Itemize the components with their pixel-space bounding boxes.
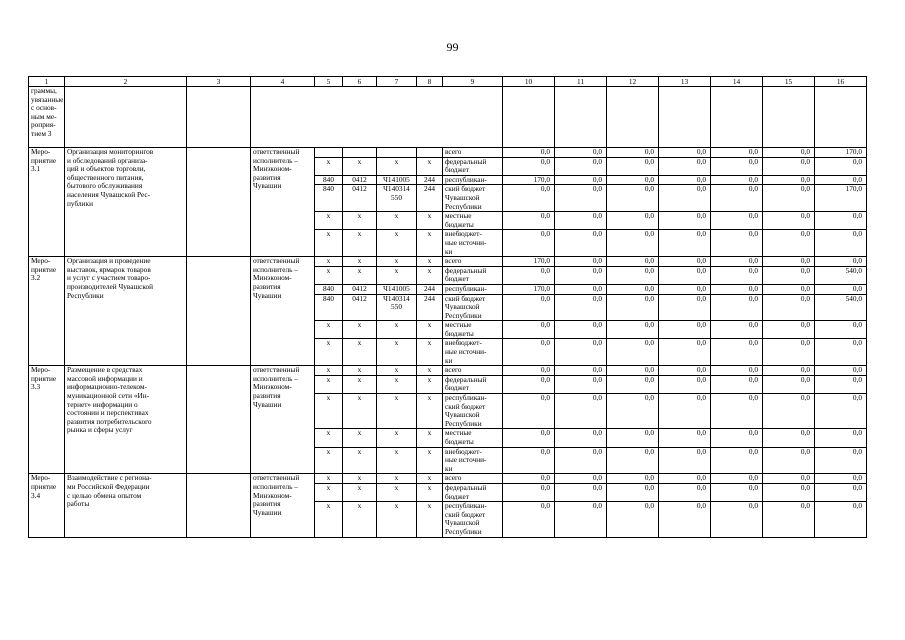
budget-code-cell: 244	[417, 185, 443, 212]
amount-cell: 0,0	[607, 366, 659, 376]
amount-cell: 0,0	[711, 502, 763, 537]
amount-cell: 0,0	[503, 148, 555, 158]
budget-code-cell: 244	[417, 294, 443, 321]
table-row	[29, 148, 867, 158]
table-row	[29, 257, 867, 267]
budget-code-cell: x	[343, 447, 377, 474]
column-number-cell: 7	[377, 77, 417, 87]
budget-code-cell: x	[343, 339, 377, 366]
amount-cell: 0,0	[555, 339, 607, 366]
continuation-label: граммы, увязанные с основ- ным ме- роприя- тием 3	[29, 87, 65, 148]
budget-code-cell: x	[417, 230, 443, 257]
measure-name: Взаимодействие с регионa- ми Российской Федерации с целью обмена опытом работы	[65, 474, 187, 537]
budget-code-cell: x	[417, 257, 443, 267]
amount-cell: 0,0	[815, 502, 867, 537]
amount-cell: 0,0	[659, 429, 711, 447]
amount-cell: 0,0	[711, 257, 763, 267]
executor-cell: ответственный исполнитель – Минэконом- развития Чувашии	[251, 257, 315, 366]
funding-source-cell: местные бюджеты	[443, 212, 503, 230]
amount-cell: 0,0	[607, 175, 659, 185]
budget-code-cell: x	[343, 321, 377, 339]
empty-cell	[187, 366, 251, 474]
budget-code-cell	[377, 148, 417, 158]
amount-cell: 170,0	[815, 148, 867, 158]
amount-cell: 0,0	[763, 294, 815, 321]
amount-cell: 0,0	[815, 429, 867, 447]
amount-cell: 0,0	[711, 294, 763, 321]
amount-cell: 170,0	[815, 185, 867, 212]
empty-cell	[659, 87, 711, 148]
measure-name: Размещение в средствах массовой информации и информационно-телеком- муникационной сети «Ин- тернет» информации о состоянии и перспективах развития потребительского рынка и сферы услуг	[65, 366, 187, 474]
page-number: 99	[446, 40, 459, 54]
column-number-cell: 3	[187, 77, 251, 87]
budget-code-cell: x	[417, 375, 443, 393]
amount-cell: 0,0	[607, 339, 659, 366]
budget-code-cell: 0412	[343, 284, 377, 294]
budget-code-cell: x	[343, 366, 377, 376]
amount-cell: 0,0	[815, 212, 867, 230]
budget-code-cell: x	[343, 502, 377, 537]
amount-cell: 0,0	[607, 266, 659, 284]
budget-code-cell: x	[377, 366, 417, 376]
budget-code-cell: x	[377, 447, 417, 474]
amount-cell: 540,0	[815, 266, 867, 284]
amount-cell: 0,0	[607, 294, 659, 321]
amount-cell: 0,0	[555, 230, 607, 257]
budget-code-cell: x	[377, 266, 417, 284]
amount-cell: 0,0	[711, 148, 763, 158]
budget-code-cell: x	[417, 321, 443, 339]
amount-cell: 0,0	[555, 212, 607, 230]
amount-cell: 0,0	[555, 394, 607, 429]
amount-cell: 0,0	[607, 148, 659, 158]
budget-code-cell: x	[343, 157, 377, 175]
amount-cell: 0,0	[763, 284, 815, 294]
amount-cell: 0,0	[503, 483, 555, 501]
column-number-cell: 12	[607, 77, 659, 87]
budget-code-cell: x	[377, 157, 417, 175]
amount-cell: 0,0	[711, 157, 763, 175]
amount-cell: 0,0	[503, 212, 555, 230]
amount-cell: 0,0	[659, 502, 711, 537]
measure-label: Меро- приятие 3.4	[29, 474, 65, 537]
budget-code-cell: x	[315, 321, 343, 339]
amount-cell: 0,0	[555, 175, 607, 185]
amount-cell: 0,0	[815, 321, 867, 339]
budget-code-cell: x	[315, 257, 343, 267]
budget-code-cell: 0412	[343, 175, 377, 185]
budget-code-cell: x	[315, 266, 343, 284]
budget-code-cell: x	[377, 394, 417, 429]
amount-cell: 0,0	[503, 294, 555, 321]
amount-cell: 0,0	[555, 257, 607, 267]
budget-code-cell: x	[343, 257, 377, 267]
budget-code-cell: 840	[315, 284, 343, 294]
amount-cell: 0,0	[607, 447, 659, 474]
funding-source-cell: ский бюджет Чувашской Республики	[443, 294, 503, 321]
amount-cell: 0,0	[503, 394, 555, 429]
funding-source-cell: федеральный бюджет	[443, 375, 503, 393]
amount-cell: 0,0	[815, 157, 867, 175]
amount-cell: 0,0	[659, 447, 711, 474]
budget-code-cell: 840	[315, 175, 343, 185]
amount-cell: 0,0	[763, 257, 815, 267]
amount-cell: 0,0	[607, 284, 659, 294]
amount-cell: 0,0	[763, 339, 815, 366]
amount-cell: 0,0	[607, 157, 659, 175]
empty-cell	[187, 148, 251, 257]
amount-cell: 0,0	[555, 294, 607, 321]
amount-cell: 0,0	[815, 284, 867, 294]
budget-code-cell: x	[417, 212, 443, 230]
funding-source-cell: всего	[443, 474, 503, 484]
amount-cell: 0,0	[555, 321, 607, 339]
amount-cell: 0,0	[503, 266, 555, 284]
amount-cell: 0,0	[711, 339, 763, 366]
column-number-row	[29, 77, 867, 87]
amount-cell: 0,0	[659, 212, 711, 230]
budget-code-cell: Ч141005	[377, 175, 417, 185]
amount-cell: 0,0	[763, 321, 815, 339]
amount-cell: 0,0	[815, 447, 867, 474]
amount-cell: 0,0	[659, 321, 711, 339]
amount-cell: 0,0	[763, 483, 815, 501]
amount-cell: 0,0	[555, 148, 607, 158]
funding-source-cell: федеральный бюджет	[443, 266, 503, 284]
budget-code-cell: 0412	[343, 185, 377, 212]
amount-cell: 0,0	[711, 375, 763, 393]
amount-cell: 0,0	[711, 266, 763, 284]
funding-source-cell: внебюджет- ные источни- ки	[443, 230, 503, 257]
funding-source-cell: местные бюджеты	[443, 429, 503, 447]
amount-cell: 0,0	[763, 230, 815, 257]
funding-source-cell: федеральный бюджет	[443, 157, 503, 175]
budget-code-cell: x	[417, 394, 443, 429]
measure-label: Меро- приятие 3.2	[29, 257, 65, 366]
amount-cell: 0,0	[763, 474, 815, 484]
column-number-cell: 6	[343, 77, 377, 87]
amount-cell: 0,0	[607, 375, 659, 393]
amount-cell: 0,0	[555, 502, 607, 537]
column-number-cell: 11	[555, 77, 607, 87]
funding-source-cell: всего	[443, 366, 503, 376]
column-number-cell: 15	[763, 77, 815, 87]
budget-code-cell: x	[417, 366, 443, 376]
funding-source-cell: местные бюджеты	[443, 321, 503, 339]
empty-cell	[187, 474, 251, 537]
amount-cell: 0,0	[659, 284, 711, 294]
budget-code-cell: x	[377, 502, 417, 537]
amount-cell: 0,0	[555, 429, 607, 447]
amount-cell: 0,0	[763, 375, 815, 393]
amount-cell: 0,0	[503, 230, 555, 257]
amount-cell: 0,0	[503, 502, 555, 537]
amount-cell: 0,0	[659, 175, 711, 185]
column-number-cell: 14	[711, 77, 763, 87]
amount-cell: 170,0	[503, 257, 555, 267]
budget-code-cell: x	[417, 502, 443, 537]
amount-cell: 0,0	[607, 483, 659, 501]
funding-source-cell: внебюджет- ные источни- ки	[443, 447, 503, 474]
amount-cell: 0,0	[659, 157, 711, 175]
amount-cell: 0,0	[659, 366, 711, 376]
budget-code-cell: x	[417, 483, 443, 501]
amount-cell: 0,0	[815, 175, 867, 185]
funding-source-cell: всего	[443, 257, 503, 267]
budget-code-cell: x	[377, 375, 417, 393]
amount-cell: 0,0	[763, 502, 815, 537]
budget-code-cell: x	[377, 339, 417, 366]
budget-code-cell: x	[417, 429, 443, 447]
empty-cell	[763, 87, 815, 148]
amount-cell: 0,0	[659, 294, 711, 321]
budget-code-cell: Ч140314 550	[377, 185, 417, 212]
budget-code-cell: 244	[417, 175, 443, 185]
amount-cell: 0,0	[503, 474, 555, 484]
amount-cell: 0,0	[659, 148, 711, 158]
amount-cell: 0,0	[555, 483, 607, 501]
amount-cell: 0,0	[503, 157, 555, 175]
funding-source-cell: республикан-	[443, 175, 503, 185]
budget-code-cell: x	[343, 230, 377, 257]
amount-cell: 0,0	[815, 394, 867, 429]
executor-cell: ответственный исполнитель – Минэконом- развития Чувашии	[251, 474, 315, 537]
budget-code-cell: x	[343, 429, 377, 447]
table-row	[29, 474, 867, 484]
amount-cell: 0,0	[555, 366, 607, 376]
amount-cell: 0,0	[763, 175, 815, 185]
empty-cell	[555, 87, 607, 148]
amount-cell: 0,0	[659, 185, 711, 212]
empty-cell	[251, 87, 503, 148]
amount-cell: 0,0	[607, 230, 659, 257]
budget-code-cell: x	[377, 257, 417, 267]
amount-cell: 0,0	[659, 474, 711, 484]
amount-cell: 0,0	[711, 175, 763, 185]
column-number-cell: 4	[251, 77, 315, 87]
amount-cell: 0,0	[711, 429, 763, 447]
budget-code-cell	[343, 148, 377, 158]
budget-code-cell: 0412	[343, 294, 377, 321]
amount-cell: 0,0	[607, 212, 659, 230]
amount-cell: 0,0	[659, 230, 711, 257]
amount-cell: 0,0	[607, 474, 659, 484]
amount-cell: 0,0	[659, 339, 711, 366]
budget-code-cell: x	[377, 321, 417, 339]
amount-cell: 0,0	[555, 447, 607, 474]
funding-source-cell: внебюджет- ные источни- ки	[443, 339, 503, 366]
amount-cell: 0,0	[503, 429, 555, 447]
amount-cell: 0,0	[763, 148, 815, 158]
amount-cell: 0,0	[763, 266, 815, 284]
budget-code-cell: x	[377, 483, 417, 501]
amount-cell: 0,0	[503, 185, 555, 212]
budget-code-cell: x	[315, 230, 343, 257]
amount-cell: 0,0	[763, 157, 815, 175]
amount-cell: 0,0	[659, 375, 711, 393]
budget-code-cell: x	[377, 212, 417, 230]
amount-cell: 0,0	[555, 185, 607, 212]
budget-code-cell: x	[315, 483, 343, 501]
column-number-cell: 13	[659, 77, 711, 87]
amount-cell: 0,0	[659, 266, 711, 284]
measure-name: Организация мониторингов и обследований организа- ций и объектов торговли, общественного питания, бытового обслуживания населения Чувашской Рес- публики	[65, 148, 187, 257]
measure-label: Меро- приятие 3.1	[29, 148, 65, 257]
measure-label: Меро- приятие 3.3	[29, 366, 65, 474]
amount-cell: 0,0	[503, 339, 555, 366]
funding-source-cell: всего	[443, 148, 503, 158]
budget-table	[28, 76, 867, 538]
amount-cell: 0,0	[711, 185, 763, 212]
budget-code-cell: x	[377, 474, 417, 484]
amount-cell: 0,0	[815, 483, 867, 501]
budget-code-cell: x	[343, 375, 377, 393]
amount-cell: 0,0	[503, 375, 555, 393]
budget-code-cell: x	[315, 366, 343, 376]
amount-cell: 0,0	[555, 284, 607, 294]
amount-cell: 0,0	[607, 502, 659, 537]
budget-code-cell	[417, 148, 443, 158]
amount-cell: 0,0	[711, 321, 763, 339]
budget-code-cell: x	[343, 266, 377, 284]
budget-code-cell: x	[315, 429, 343, 447]
executor-cell: ответственный исполнитель – Минэконом- развития Чувашии	[251, 366, 315, 474]
amount-cell: 0,0	[711, 366, 763, 376]
amount-cell: 0,0	[711, 474, 763, 484]
amount-cell: 0,0	[607, 429, 659, 447]
amount-cell: 0,0	[815, 375, 867, 393]
table-row	[29, 366, 867, 376]
amount-cell: 0,0	[763, 447, 815, 474]
budget-code-cell: x	[315, 375, 343, 393]
budget-code-cell: x	[343, 394, 377, 429]
amount-cell: 0,0	[503, 366, 555, 376]
budget-code-cell: x	[343, 212, 377, 230]
amount-cell: 0,0	[815, 474, 867, 484]
funding-source-cell: ский бюджет Чувашской Республики	[443, 185, 503, 212]
empty-cell	[711, 87, 763, 148]
empty-cell	[607, 87, 659, 148]
amount-cell: 0,0	[815, 366, 867, 376]
budget-code-cell: x	[377, 429, 417, 447]
funding-source-cell: федеральный бюджет	[443, 483, 503, 501]
amount-cell: 0,0	[711, 230, 763, 257]
amount-cell: 0,0	[763, 429, 815, 447]
budget-code-cell: x	[315, 394, 343, 429]
amount-cell: 0,0	[763, 185, 815, 212]
budget-code-cell	[315, 148, 343, 158]
amount-cell: 0,0	[503, 321, 555, 339]
column-number-cell: 8	[417, 77, 443, 87]
empty-cell	[187, 87, 251, 148]
funding-source-cell: республикан- ский бюджет Чувашской Республики	[443, 394, 503, 429]
budget-code-cell: x	[315, 447, 343, 474]
budget-code-cell: Ч140314 550	[377, 294, 417, 321]
budget-code-cell: x	[343, 474, 377, 484]
amount-cell: 0,0	[763, 394, 815, 429]
amount-cell: 0,0	[607, 185, 659, 212]
executor-cell: ответственный исполнитель – Минэконом- развития Чувашии	[251, 148, 315, 257]
column-number-cell: 16	[815, 77, 867, 87]
amount-cell: 0,0	[503, 447, 555, 474]
budget-code-cell: Ч141005	[377, 284, 417, 294]
column-number-cell: 2	[65, 77, 187, 87]
budget-code-cell: x	[417, 266, 443, 284]
budget-code-cell: x	[417, 447, 443, 474]
amount-cell: 0,0	[659, 257, 711, 267]
column-number-cell: 9	[443, 77, 503, 87]
budget-code-cell: x	[315, 157, 343, 175]
column-number-cell: 10	[503, 77, 555, 87]
empty-cell	[65, 87, 187, 148]
funding-source-cell: республикан- ский бюджет Чувашской Республики	[443, 502, 503, 537]
budget-code-cell: x	[343, 483, 377, 501]
amount-cell: 0,0	[711, 212, 763, 230]
budget-code-cell: 244	[417, 284, 443, 294]
amount-cell: 0,0	[555, 157, 607, 175]
amount-cell: 0,0	[555, 474, 607, 484]
column-number-cell: 5	[315, 77, 343, 87]
budget-code-cell: 840	[315, 185, 343, 212]
column-number-cell: 1	[29, 77, 65, 87]
amount-cell: 0,0	[815, 230, 867, 257]
amount-cell: 0,0	[711, 483, 763, 501]
amount-cell: 0,0	[763, 212, 815, 230]
measure-name: Организация и проведение выставок, ярмарок товаров и услуг с участием товаро- производителей Чувашской Республики	[65, 257, 187, 366]
amount-cell: 0,0	[555, 266, 607, 284]
empty-cell	[187, 257, 251, 366]
budget-code-cell: x	[315, 474, 343, 484]
budget-code-cell: x	[417, 339, 443, 366]
amount-cell: 170,0	[503, 175, 555, 185]
amount-cell: 0,0	[711, 394, 763, 429]
amount-cell: 170,0	[503, 284, 555, 294]
budget-code-cell: 840	[315, 294, 343, 321]
amount-cell: 0,0	[607, 257, 659, 267]
empty-cell	[503, 87, 555, 148]
amount-cell: 0,0	[815, 339, 867, 366]
budget-code-cell: x	[315, 502, 343, 537]
continuation-row	[29, 87, 867, 148]
budget-code-cell: x	[315, 212, 343, 230]
amount-cell: 0,0	[659, 394, 711, 429]
amount-cell: 0,0	[763, 366, 815, 376]
amount-cell: 0,0	[711, 284, 763, 294]
amount-cell: 0,0	[607, 394, 659, 429]
amount-cell: 0,0	[815, 257, 867, 267]
budget-code-cell: x	[417, 474, 443, 484]
budget-code-cell: x	[315, 339, 343, 366]
amount-cell: 540,0	[815, 294, 867, 321]
amount-cell: 0,0	[607, 321, 659, 339]
amount-cell: 0,0	[711, 447, 763, 474]
funding-source-cell: республикан-	[443, 284, 503, 294]
amount-cell: 0,0	[659, 483, 711, 501]
budget-code-cell: x	[417, 157, 443, 175]
amount-cell: 0,0	[555, 375, 607, 393]
budget-code-cell: x	[377, 230, 417, 257]
empty-cell	[815, 87, 867, 148]
